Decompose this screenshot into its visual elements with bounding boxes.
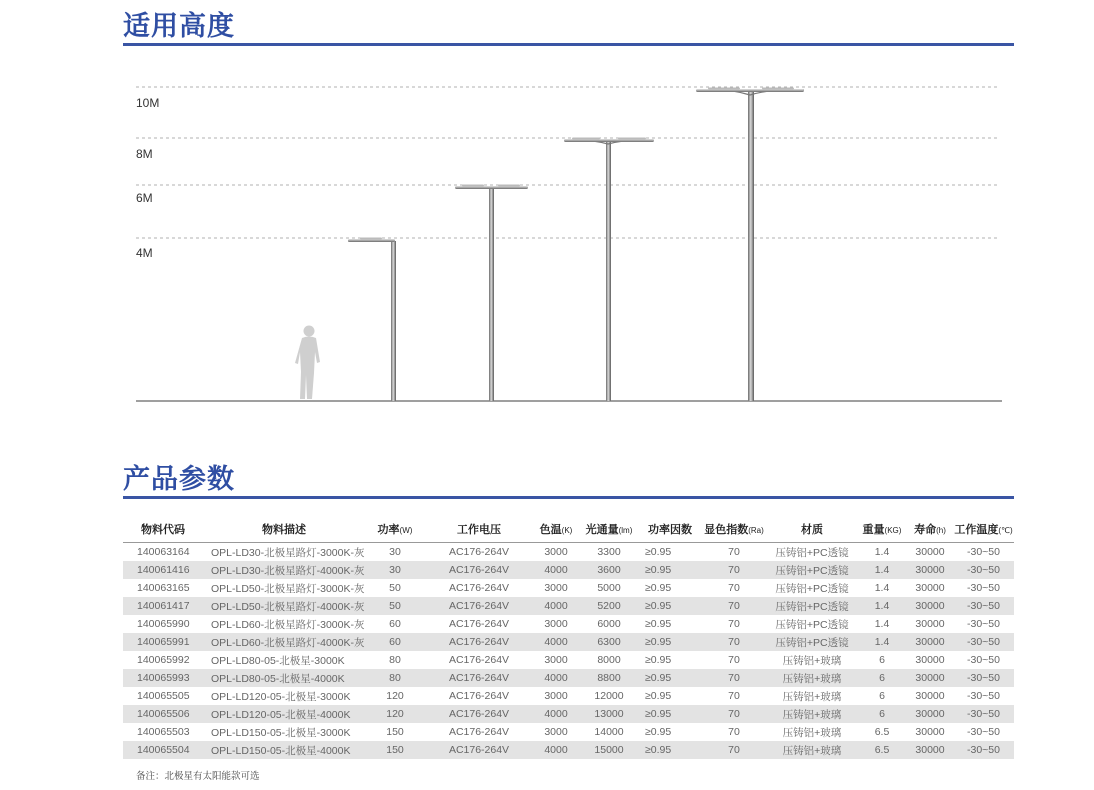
- table-cell: OPL-LD30-北极星路灯-4000K-灰: [203, 561, 365, 579]
- column-header: [123, 516, 203, 543]
- street-light-8m: [564, 138, 654, 402]
- table-cell: 120: [386, 690, 404, 702]
- table-cell: AC176-264V: [425, 705, 533, 723]
- table-row: [123, 687, 1014, 705]
- table-cell: ≥0.95: [639, 561, 701, 579]
- table-cell: 30000: [915, 726, 945, 738]
- table-cell: AC176-264V: [448, 690, 510, 702]
- table-cell: 1.4: [874, 618, 890, 630]
- table-cell: 4000: [533, 705, 579, 723]
- table-cell: 4000: [533, 561, 579, 579]
- table-cell: ≥0.95: [639, 633, 701, 651]
- table-cell: AC176-264V: [425, 597, 533, 615]
- column-header-label: 材质: [801, 524, 823, 536]
- table-row: [123, 633, 1014, 651]
- column-header: [953, 516, 1014, 543]
- table-cell: AC176-264V: [448, 654, 510, 666]
- table-cell: 150: [365, 741, 425, 759]
- table-cell: 13000: [579, 705, 639, 723]
- table-cell: 30000: [915, 618, 945, 630]
- column-header-unit: (W): [399, 526, 413, 535]
- table-cell: ≥0.95: [639, 741, 701, 759]
- table-cell: 1.4: [874, 582, 890, 594]
- column-header-label: 显色指数: [704, 524, 749, 536]
- table-cell: 5000: [597, 582, 621, 594]
- table-cell: -30~50: [953, 741, 1014, 759]
- table-cell: 6000: [597, 618, 621, 630]
- table-cell: 压铸铝+PC透镜: [775, 618, 849, 631]
- table-cell: -30~50: [953, 561, 1014, 579]
- table-cell: 70: [701, 741, 767, 759]
- table-row: [123, 597, 1014, 615]
- section-title-heights: 适用高度: [123, 11, 235, 42]
- table-cell: 压铸铝+玻璃: [782, 654, 842, 667]
- column-header: [907, 516, 953, 543]
- table-cell: 50: [389, 582, 401, 594]
- table-cell: 70: [701, 669, 767, 687]
- table-cell: 30000: [915, 546, 945, 558]
- table-cell: AC176-264V: [448, 726, 510, 738]
- table-cell: 3000: [544, 654, 568, 666]
- table-cell: 压铸铝+PC透镜: [767, 561, 857, 579]
- table-cell: 6.5: [874, 726, 890, 738]
- table-cell: AC176-264V: [448, 546, 510, 558]
- column-header: [365, 516, 425, 543]
- table-cell: OPL-LD50-北极星路灯-3000K-灰: [211, 582, 365, 595]
- column-header-label: 功率因数: [648, 524, 692, 536]
- column-header: [533, 516, 579, 543]
- table-cell: 140065991: [123, 633, 203, 651]
- street-light-6m: [455, 185, 528, 402]
- column-header: [767, 516, 857, 543]
- table-cell: 70: [701, 561, 767, 579]
- table-row: [123, 561, 1014, 579]
- column-header: [579, 516, 639, 543]
- table-cell: 70: [728, 618, 740, 630]
- column-header-unit: (K): [561, 526, 573, 535]
- table-cell: OPL-LD120-05-北极星-4000K: [203, 705, 365, 723]
- table-cell: 3000: [544, 582, 568, 594]
- table-cell: 压铸铝+玻璃: [767, 741, 857, 759]
- table-cell: AC176-264V: [425, 669, 533, 687]
- table-cell: OPL-LD150-05-北极星-3000K: [211, 726, 351, 739]
- table-cell: AC176-264V: [425, 561, 533, 579]
- table-cell: 70: [728, 726, 740, 738]
- table-cell: 70: [701, 633, 767, 651]
- table-cell: 30000: [907, 633, 953, 651]
- table-cell: 140065990: [137, 618, 190, 630]
- table-cell: 140061417: [123, 597, 203, 615]
- table-row: [123, 615, 1014, 633]
- table-cell: -30~50: [967, 654, 1000, 666]
- table-cell: 压铸铝+玻璃: [767, 669, 857, 687]
- table-cell: ≥0.95: [639, 597, 701, 615]
- table-cell: 4000: [533, 741, 579, 759]
- table-row: [123, 723, 1014, 741]
- table-cell: 70: [728, 582, 740, 594]
- column-header-unit: (℃): [998, 526, 1013, 535]
- table-cell: OPL-LD50-北极星路灯-4000K-灰: [203, 597, 365, 615]
- table-cell: ≥0.95: [639, 669, 701, 687]
- table-cell: 6300: [579, 633, 639, 651]
- table-cell: 5200: [579, 597, 639, 615]
- table-cell: ≥0.95: [639, 705, 701, 723]
- table-cell: AC176-264V: [425, 741, 533, 759]
- table-cell: OPL-LD80-05-北极星-4000K: [203, 669, 365, 687]
- column-header: [639, 516, 701, 543]
- height-label-8m: 8M: [136, 147, 153, 161]
- table-cell: 1.4: [857, 561, 907, 579]
- table-cell: -30~50: [953, 705, 1014, 723]
- table-body: [123, 543, 1014, 760]
- table-cell: AC176-264V: [425, 633, 533, 651]
- height-label-4m: 4M: [136, 246, 153, 260]
- table-cell: 8000: [597, 654, 621, 666]
- column-header-unit: (KG): [884, 526, 902, 535]
- column-header-unit: (lm): [618, 526, 633, 535]
- table-cell: ≥0.95: [645, 726, 672, 738]
- table-cell: OPL-LD30-北极星路灯-3000K-灰: [211, 546, 365, 559]
- spec-table: [123, 516, 1014, 759]
- table-cell: 140063165: [137, 582, 190, 594]
- table-cell: 8800: [579, 669, 639, 687]
- table-cell: 30: [389, 546, 401, 558]
- table-cell: 1.4: [874, 546, 890, 558]
- table-cell: 140065993: [123, 669, 203, 687]
- table-header-row: [123, 516, 1014, 543]
- table-cell: -30~50: [953, 597, 1014, 615]
- table-cell: 140065505: [137, 690, 190, 702]
- table-cell: -30~50: [967, 582, 1000, 594]
- column-header-label: 重量: [862, 524, 885, 536]
- column-header-label: 物料代码: [141, 524, 185, 536]
- table-cell: 80: [389, 654, 401, 666]
- table-cell: 60: [389, 618, 401, 630]
- table-cell: OPL-LD120-05-北极星-3000K: [211, 690, 351, 703]
- table-cell: 70: [728, 654, 740, 666]
- table-cell: 30000: [907, 561, 953, 579]
- table-cell: 30000: [907, 597, 953, 615]
- table-cell: AC176-264V: [448, 618, 510, 630]
- table-cell: 6.5: [857, 741, 907, 759]
- table-cell: 14000: [594, 726, 624, 738]
- table-cell: 1.4: [857, 633, 907, 651]
- table-cell: 压铸铝+PC透镜: [775, 582, 849, 595]
- table-cell: ≥0.95: [645, 654, 672, 666]
- column-header-label: 工作电压: [457, 524, 501, 536]
- column-header: [425, 516, 533, 543]
- table-cell: 4000: [533, 633, 579, 651]
- title-rule: [123, 496, 1014, 499]
- column-header-label: 工作温度: [954, 524, 999, 536]
- table-cell: 150: [386, 726, 404, 738]
- column-header-label: 物料描述: [262, 524, 306, 536]
- table-row: [123, 705, 1014, 723]
- human-silhouette: [295, 326, 320, 400]
- table-cell: ≥0.95: [645, 618, 672, 630]
- table-cell: AC176-264V: [448, 582, 510, 594]
- table-cell: 3300: [597, 546, 621, 558]
- table-row: [123, 543, 1014, 562]
- street-light-10m: [696, 88, 804, 402]
- table-cell: 140065506: [123, 705, 203, 723]
- table-cell: 压铸铝+玻璃: [782, 690, 842, 703]
- table-cell: 60: [365, 633, 425, 651]
- table-cell: OPL-LD150-05-北极星-4000K: [203, 741, 365, 759]
- table-cell: 3000: [544, 546, 568, 558]
- table-cell: 6: [879, 690, 885, 702]
- table-cell: 140061416: [123, 561, 203, 579]
- table-cell: 压铸铝+PC透镜: [767, 597, 857, 615]
- table-row: [123, 651, 1014, 669]
- table-cell: 压铸铝+PC透镜: [767, 633, 857, 651]
- table-cell: 140065503: [137, 726, 190, 738]
- table-cell: 1.4: [857, 597, 907, 615]
- table-cell: 6: [879, 654, 885, 666]
- section-title-params: 产品参数: [123, 464, 235, 495]
- table-cell: 70: [701, 597, 767, 615]
- table-cell: OPL-LD60-北极星路灯-3000K-灰: [211, 618, 365, 631]
- column-header-unit: (Ra): [748, 526, 764, 535]
- table-cell: -30~50: [967, 546, 1000, 558]
- column-header: [203, 516, 365, 543]
- table-cell: 120: [365, 705, 425, 723]
- table-cell: OPL-LD80-05-北极星-3000K: [211, 654, 345, 667]
- column-header-label: 功率: [377, 524, 400, 536]
- table-cell: 70: [701, 705, 767, 723]
- table-cell: ≥0.95: [645, 690, 672, 702]
- table-cell: 30: [365, 561, 425, 579]
- table-cell: 30000: [907, 741, 953, 759]
- table-cell: ≥0.95: [645, 582, 672, 594]
- table-cell: 30000: [915, 690, 945, 702]
- table-cell: 15000: [579, 741, 639, 759]
- table-cell: 30000: [907, 705, 953, 723]
- table-cell: 70: [728, 546, 740, 558]
- table-cell: 3000: [544, 690, 568, 702]
- table-cell: ≥0.95: [645, 546, 672, 558]
- table-cell: 30000: [907, 669, 953, 687]
- table-cell: 4000: [533, 669, 579, 687]
- table-row: [123, 579, 1014, 597]
- table-cell: 50: [365, 597, 425, 615]
- column-header: [701, 516, 767, 543]
- table-cell: 30000: [915, 582, 945, 594]
- table-row: [123, 741, 1014, 759]
- table-cell: 压铸铝+PC透镜: [775, 546, 849, 559]
- column-header: [857, 516, 907, 543]
- table-cell: 6: [857, 669, 907, 687]
- table-cell: 3000: [544, 726, 568, 738]
- table-cell: 3000: [544, 618, 568, 630]
- table-cell: 6: [857, 705, 907, 723]
- table-cell: 70: [728, 690, 740, 702]
- table-cell: -30~50: [953, 669, 1014, 687]
- table-cell: 压铸铝+玻璃: [782, 726, 842, 739]
- table-cell: -30~50: [967, 618, 1000, 630]
- table-cell: -30~50: [967, 726, 1000, 738]
- column-header-label: 光通量: [585, 524, 619, 536]
- height-label-10m: 10M: [136, 96, 160, 110]
- column-header-label: 色温: [539, 524, 562, 536]
- table-cell: 12000: [594, 690, 624, 702]
- table-cell: OPL-LD60-北极星路灯-4000K-灰: [203, 633, 365, 651]
- table-cell: 140065992: [137, 654, 190, 666]
- table-row: [123, 669, 1014, 687]
- table-cell: 80: [365, 669, 425, 687]
- street-light-4m: [348, 238, 396, 402]
- table-cell: 140065504: [123, 741, 203, 759]
- table-cell: -30~50: [953, 633, 1014, 651]
- table-cell: 140063164: [137, 546, 190, 558]
- table-cell: 压铸铝+玻璃: [767, 705, 857, 723]
- table-cell: 30000: [915, 654, 945, 666]
- table-cell: 3600: [579, 561, 639, 579]
- height-label-6m: 6M: [136, 191, 153, 205]
- column-header-unit: (h): [936, 526, 946, 535]
- table-cell: -30~50: [967, 690, 1000, 702]
- column-header-label: 寿命: [914, 524, 937, 536]
- footnote: 备注：北极星有太阳能款可选: [136, 771, 260, 782]
- table-cell: 4000: [533, 597, 579, 615]
